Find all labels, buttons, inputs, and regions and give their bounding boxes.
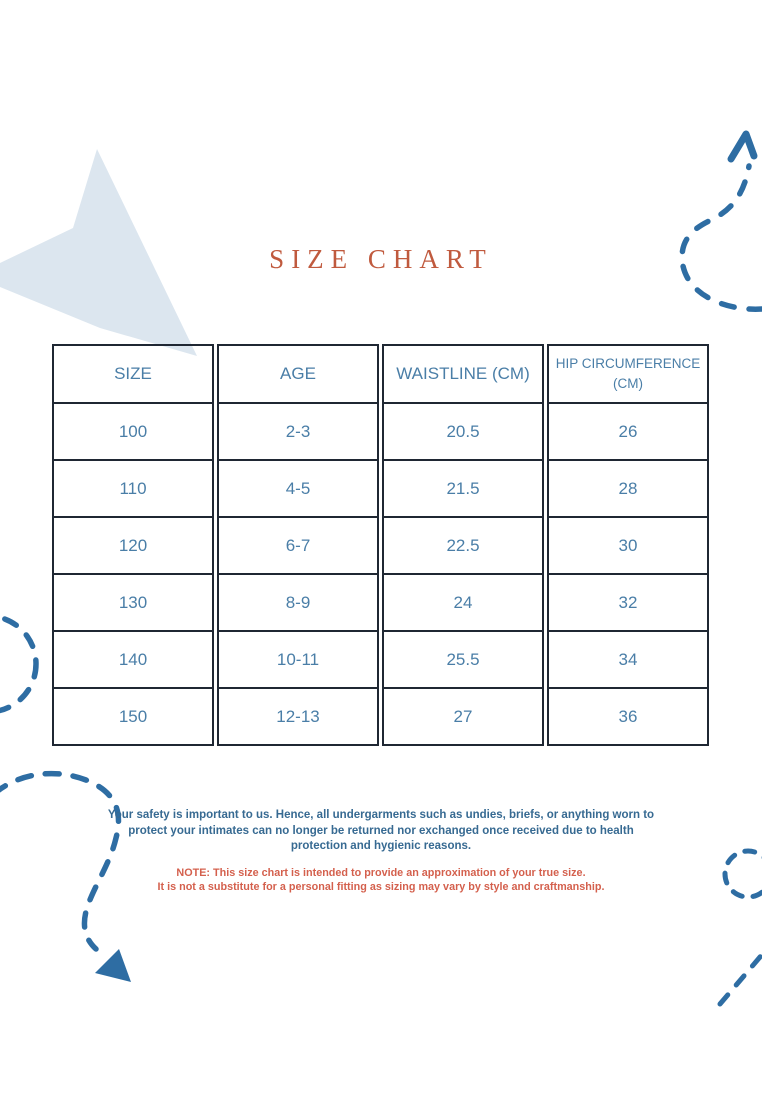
table-cell: 25.5 bbox=[384, 630, 542, 687]
table-cell: 110 bbox=[54, 459, 212, 516]
table-cell: 130 bbox=[54, 573, 212, 630]
column-header-size: SIZE bbox=[114, 364, 152, 383]
table-cell: 4-5 bbox=[219, 459, 377, 516]
column-header-waistline: WAISTLINE (CM) bbox=[396, 364, 530, 383]
table-cell: 6-7 bbox=[219, 516, 377, 573]
table-cell: 27 bbox=[384, 687, 542, 744]
size-note-line2: It is not a substitute for a personal fitting as sizing may vary by style and craftmanship. bbox=[157, 881, 605, 893]
table-column-hip-circumference bbox=[547, 344, 709, 746]
table-cell: 22.5 bbox=[384, 516, 542, 573]
table-cell: 32 bbox=[549, 573, 707, 630]
table-cell: 20.5 bbox=[384, 402, 542, 459]
table-cell: 36 bbox=[549, 687, 707, 744]
table-column-age bbox=[217, 344, 379, 746]
table-cell: 120 bbox=[54, 516, 212, 573]
table-cell: 8-9 bbox=[219, 573, 377, 630]
table-cell: 150 bbox=[54, 687, 212, 744]
table-cell: 34 bbox=[549, 630, 707, 687]
table-cell: 140 bbox=[54, 630, 212, 687]
size-note-line1: NOTE: This size chart is intended to provide an approximation of your true size. bbox=[176, 867, 586, 879]
table-cell: 21.5 bbox=[384, 459, 542, 516]
table-cell: 10-11 bbox=[219, 630, 377, 687]
page-title: SIZE CHART bbox=[269, 244, 493, 274]
table-column-size bbox=[52, 344, 214, 746]
table-cell: 30 bbox=[549, 516, 707, 573]
column-header-age: AGE bbox=[280, 364, 316, 383]
table-cell: 2-3 bbox=[219, 402, 377, 459]
table-column-waistline bbox=[382, 344, 544, 746]
table-cell: 28 bbox=[549, 459, 707, 516]
table-cell: 100 bbox=[54, 402, 212, 459]
size-chart-table bbox=[52, 344, 709, 746]
safety-notice-text: Your safety is important to us. Hence, all undergarments such as undies, briefs, or anything worn to protect your intimates can no longer be returned nor exchanged once received due to health protection and hygienic reasons. bbox=[107, 809, 655, 852]
table-cell: 26 bbox=[549, 402, 707, 459]
size-note-text bbox=[81, 866, 681, 894]
table-cell: 24 bbox=[384, 573, 542, 630]
column-header-hip-circumference: HIP CIRCUMFERENCE (CM) bbox=[555, 356, 701, 391]
table-cell: 12-13 bbox=[219, 687, 377, 744]
